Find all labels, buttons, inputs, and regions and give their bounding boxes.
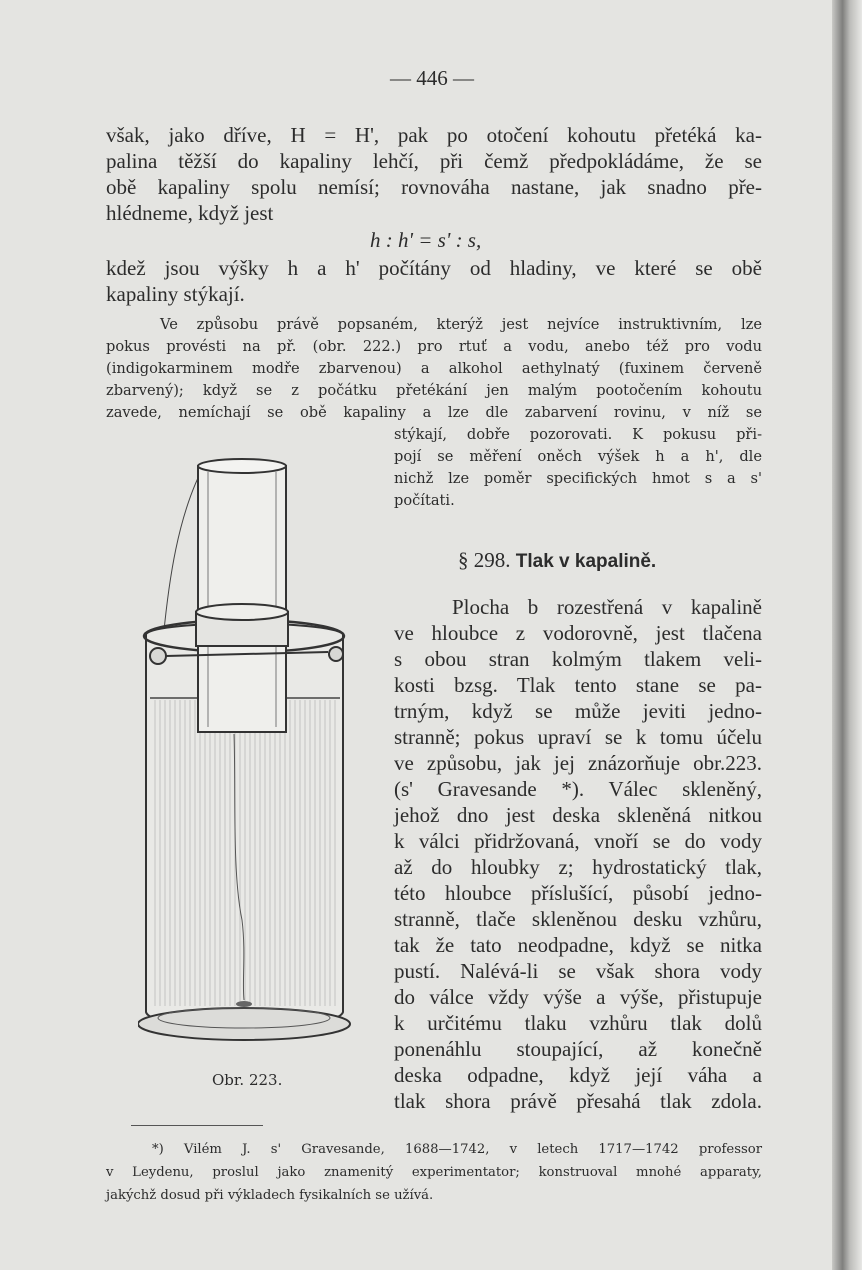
clamp-screw-left [150,648,166,664]
text-line: jehož dno jest deska skleněná nitkou [394,803,762,827]
cylinder-top [198,459,286,473]
text-line: počítati. [394,492,455,509]
footnote-line: v Leydenu, proslul jako znamenitý experimentator; konstruoval mnohé apparaty, [106,1165,762,1180]
section-number: § 298. [458,548,511,572]
glass-cylinder [198,466,286,732]
text-line: stýkají, dobře pozorovati. K pokusu při- [394,426,762,443]
text-line: (indigokarminem modře zbarvenou) a alkohol aethylnatý (fuxinem červeně [106,360,762,377]
section-heading [458,548,656,573]
clamp-screw-right [329,647,343,661]
footnote-line: *) Vilém J. s' Gravesande, 1688—1742, v letech 1717—1742 professor [152,1142,762,1157]
page-number: — 446 — [390,66,474,90]
text-line: pojí se měření oněch výšek h a h', dle [394,448,762,465]
text-line: až do hloubky z; hydrostatický tlak, [394,855,762,879]
footnote-rule [131,1125,263,1126]
text-line: obě kapaliny spolu nemísí; rovnováha nastane, jak snadno pře- [106,175,762,199]
figure-illustration [138,452,356,1064]
text-line: k určitému tlaku vzhůru tlak dolů [394,1011,762,1035]
text-line: tlak shora právě přesahá tlak zdola. [394,1089,762,1113]
text-line: kosti bzsg. Tlak tento stane se pa- [394,673,762,697]
text-line: palina těžší do kapaliny lehčí, při čemž předpokládáme, že se [106,149,762,173]
text-line: stranně, tlače skleněnou desku vzhůru, [394,907,762,931]
text-line: této hloubce příslušící, působí jedno- [394,881,762,905]
glass-plate [236,1001,252,1007]
text-line: do válce vždy výše a výše, přistupuje [394,985,762,1009]
text-line: tak že tato neodpadne, když se nitka [394,933,762,957]
formula: h : h' = s' : s, [370,228,482,252]
text-line: pustí. Nalévá-li se však shora vody [394,959,762,983]
text-line: Plocha b rozestřená v kapalině [452,595,762,619]
text-line: k válci přidržovaná, vnoří se do vody [394,829,762,853]
page-edge [832,0,862,1270]
section-title: Tlak v kapalině. [515,551,657,572]
text-line: nichž lze poměr specifických hmot s a s' [394,470,762,487]
text-line: ponenáhlu stoupající, až konečně [394,1037,762,1061]
text-line: však, jako dříve, H = H', pak po otočení kohoutu přetéká ka- [106,123,762,147]
text-line: kdež jsou výšky h a h' počítány od hladiny, ve které se obě [106,256,762,280]
text-line: zavede, nemíchají se obě kapaliny a lze dle zabarvení rovinu, v níž se [106,404,762,421]
text-line: kapaliny stýkají. [106,282,245,306]
text-line: ve hloubce z vodorovně, jest tlačena [394,621,762,645]
footnote-line: jakýchž dosud při výkladech fysikalních se užívá. [106,1188,434,1203]
text-line: (s' Gravesande *). Válec skleněný, [394,777,762,801]
text-line: hlédneme, když jest [106,201,274,225]
water-column [152,700,338,1006]
text-line: s obou stran kolmým tlakem veli- [394,647,762,671]
text-line: stranně; pokus upraví se k tomu účelu [394,725,762,749]
text-line: trným, když se může jeviti jedno- [394,699,762,723]
figure-caption: Obr. 223. [212,1071,283,1089]
text-line: deska odpadne, když její váha a [394,1063,762,1087]
text-line: Ve způsobu právě popsaném, kterýž jest nejvíce instruktivním, lze [160,316,762,333]
text-line: pokus provésti na př. (obr. 222.) pro rtuť a vodu, anebo též pro vodu [106,338,762,355]
text-line: zbarvený); když se z počátku přetékání jen malým pootočením kohoutu [106,382,762,399]
text-line: ve způsobu, jak jej znázorňuje obr.223. [394,751,762,775]
